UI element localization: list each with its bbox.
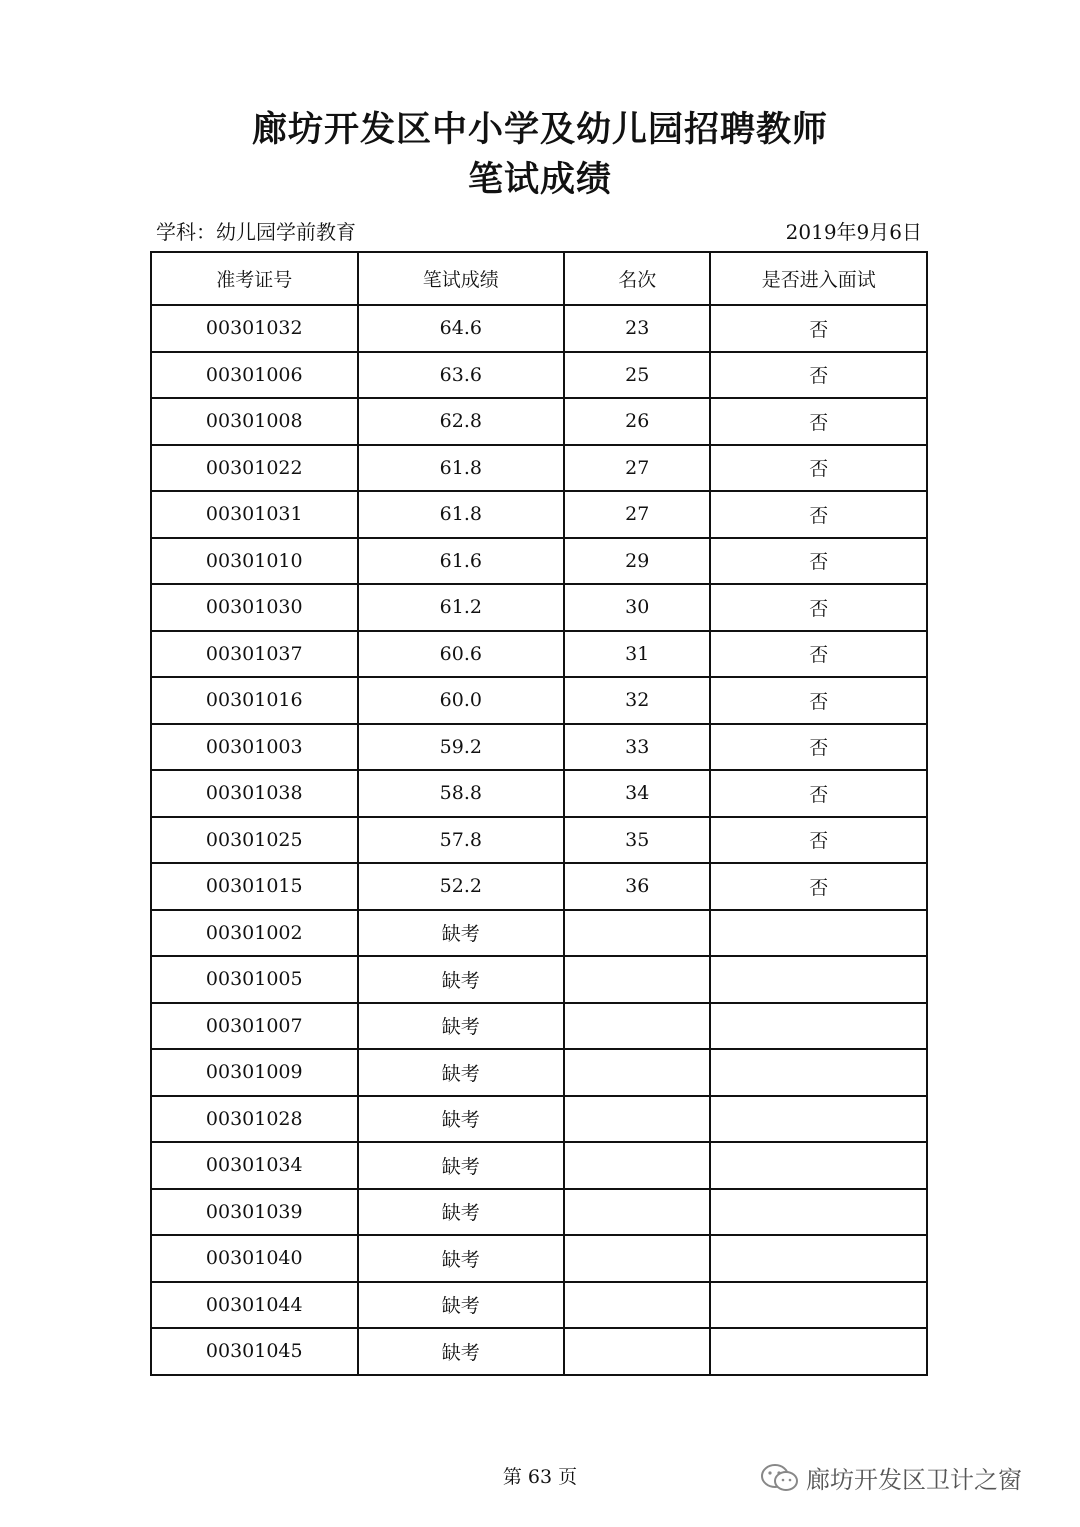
cell-exam-id: 00301037 (151, 631, 358, 678)
cell-interview: 否 (710, 491, 927, 538)
table-body (151, 305, 927, 1375)
table-row (151, 584, 927, 631)
header-score: 笔试成绩 (358, 252, 565, 305)
cell-rank: 34 (564, 770, 710, 817)
table-row (151, 956, 927, 1003)
cell-exam-id: 00301031 (151, 491, 358, 538)
cell-score: 缺考 (358, 1328, 565, 1375)
cell-exam-id: 00301016 (151, 677, 358, 724)
cell-score: 64.6 (358, 305, 565, 352)
table-row (151, 1328, 927, 1375)
cell-score: 62.8 (358, 398, 565, 445)
cell-rank (564, 956, 710, 1003)
cell-interview (710, 956, 927, 1003)
cell-rank: 27 (564, 445, 710, 492)
cell-exam-id: 00301008 (151, 398, 358, 445)
table-row (151, 352, 927, 399)
table-row (151, 305, 927, 352)
cell-interview (710, 1282, 927, 1329)
table-row (151, 677, 927, 724)
cell-exam-id: 00301039 (151, 1189, 358, 1236)
cell-interview: 否 (710, 631, 927, 678)
cell-score: 63.6 (358, 352, 565, 399)
cell-rank: 26 (564, 398, 710, 445)
table-row (151, 1235, 927, 1282)
cell-score: 缺考 (358, 956, 565, 1003)
cell-exam-id: 00301044 (151, 1282, 358, 1329)
table-row (151, 910, 927, 957)
cell-exam-id: 00301028 (151, 1096, 358, 1143)
cell-interview: 否 (710, 724, 927, 771)
cell-rank (564, 910, 710, 957)
table-row (151, 770, 927, 817)
cell-rank: 35 (564, 817, 710, 864)
cell-rank (564, 1189, 710, 1236)
cell-score: 缺考 (358, 910, 565, 957)
cell-exam-id: 00301005 (151, 956, 358, 1003)
table-row (151, 631, 927, 678)
watermark (760, 1460, 1022, 1495)
cell-exam-id: 00301002 (151, 910, 358, 957)
cell-score: 缺考 (358, 1142, 565, 1189)
cell-interview (710, 1235, 927, 1282)
cell-score: 57.8 (358, 817, 565, 864)
cell-interview: 否 (710, 398, 927, 445)
cell-exam-id: 00301010 (151, 538, 358, 585)
cell-interview: 否 (710, 677, 927, 724)
cell-exam-id: 00301034 (151, 1142, 358, 1189)
cell-rank (564, 1049, 710, 1096)
date-label: 2019年9月6日 (785, 220, 922, 244)
table-row (151, 1049, 927, 1096)
table-row (151, 817, 927, 864)
wechat-icon (760, 1463, 800, 1493)
watermark-text: 廊坊开发区卫计之窗 (806, 1466, 1022, 1494)
cell-rank (564, 1142, 710, 1189)
table-row (151, 1003, 927, 1050)
cell-exam-id: 00301025 (151, 817, 358, 864)
cell-score: 61.2 (358, 584, 565, 631)
cell-interview: 否 (710, 352, 927, 399)
cell-rank (564, 1096, 710, 1143)
cell-rank (564, 1003, 710, 1050)
cell-interview (710, 1003, 927, 1050)
table-row (151, 1142, 927, 1189)
table-row (151, 398, 927, 445)
cell-interview: 否 (710, 305, 927, 352)
cell-rank: 27 (564, 491, 710, 538)
cell-interview: 否 (710, 584, 927, 631)
cell-exam-id: 00301009 (151, 1049, 358, 1096)
table-row (151, 1282, 927, 1329)
cell-exam-id: 00301040 (151, 1235, 358, 1282)
cell-rank: 30 (564, 584, 710, 631)
cell-score: 缺考 (358, 1096, 565, 1143)
page-number: 第 63 页 (502, 1466, 578, 1488)
cell-interview (710, 1096, 927, 1143)
cell-rank: 23 (564, 305, 710, 352)
cell-exam-id: 00301045 (151, 1328, 358, 1375)
table-row (151, 491, 927, 538)
cell-exam-id: 00301003 (151, 724, 358, 771)
cell-rank: 36 (564, 863, 710, 910)
header-rank: 名次 (564, 252, 710, 305)
header-interview: 是否进入面试 (710, 252, 927, 305)
cell-interview (710, 910, 927, 957)
cell-exam-id: 00301030 (151, 584, 358, 631)
cell-rank: 29 (564, 538, 710, 585)
cell-exam-id: 00301015 (151, 863, 358, 910)
cell-score: 61.6 (358, 538, 565, 585)
cell-interview (710, 1049, 927, 1096)
cell-exam-id: 00301022 (151, 445, 358, 492)
cell-score: 58.8 (358, 770, 565, 817)
table-row (151, 538, 927, 585)
table-row (151, 445, 927, 492)
cell-interview: 否 (710, 863, 927, 910)
cell-exam-id: 00301007 (151, 1003, 358, 1050)
cell-rank (564, 1282, 710, 1329)
cell-interview: 否 (710, 445, 927, 492)
score-table (150, 251, 928, 1376)
table-row (151, 724, 927, 771)
cell-exam-id: 00301006 (151, 352, 358, 399)
document-subtitle: 笔试成绩 (467, 159, 612, 200)
cell-score: 61.8 (358, 491, 565, 538)
table-header-row (151, 252, 927, 305)
cell-score: 61.8 (358, 445, 565, 492)
cell-score: 60.0 (358, 677, 565, 724)
cell-interview: 否 (710, 770, 927, 817)
cell-interview (710, 1189, 927, 1236)
cell-interview (710, 1142, 927, 1189)
cell-rank: 31 (564, 631, 710, 678)
cell-interview (710, 1328, 927, 1375)
cell-score: 60.6 (358, 631, 565, 678)
header-exam-id: 准考证号 (151, 252, 358, 305)
cell-rank (564, 1235, 710, 1282)
cell-score: 59.2 (358, 724, 565, 771)
cell-score: 缺考 (358, 1235, 565, 1282)
cell-score: 缺考 (358, 1049, 565, 1096)
table-row (151, 863, 927, 910)
cell-exam-id: 00301032 (151, 305, 358, 352)
document-title: 廊坊开发区中小学及幼儿园招聘教师 (251, 109, 828, 150)
cell-score: 缺考 (358, 1189, 565, 1236)
cell-interview: 否 (710, 538, 927, 585)
cell-score: 缺考 (358, 1003, 565, 1050)
cell-rank: 33 (564, 724, 710, 771)
cell-rank: 32 (564, 677, 710, 724)
cell-score: 52.2 (358, 863, 565, 910)
cell-rank: 25 (564, 352, 710, 399)
table-row (151, 1096, 927, 1143)
table-row (151, 1189, 927, 1236)
subject-label: 学科：幼儿园学前教育 (156, 220, 356, 244)
cell-score: 缺考 (358, 1282, 565, 1329)
cell-exam-id: 00301038 (151, 770, 358, 817)
cell-rank (564, 1328, 710, 1375)
cell-interview: 否 (710, 817, 927, 864)
